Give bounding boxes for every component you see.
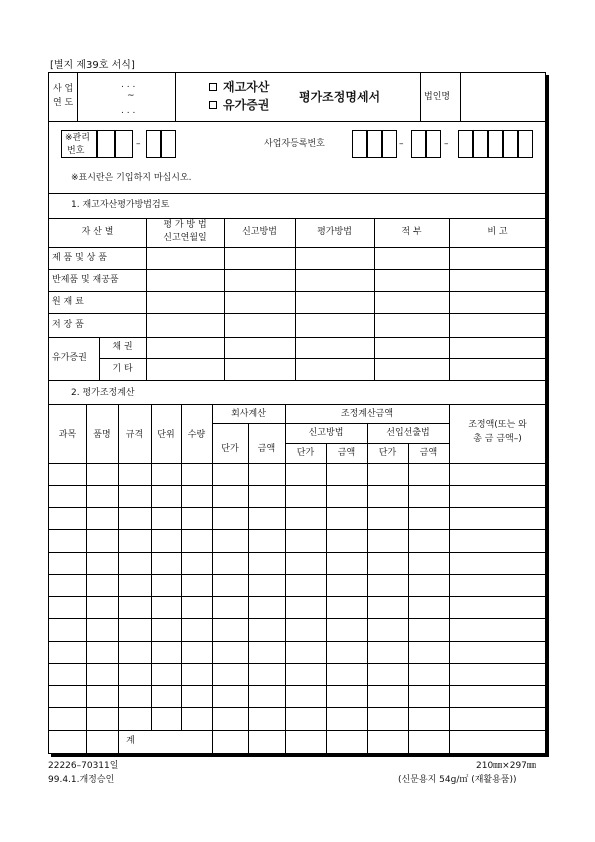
col-remarks: 비 고 (487, 227, 508, 237)
business-year-label: 사 업 (53, 84, 74, 94)
col-company-calc: 회사계산 (231, 409, 266, 419)
total-label: 계 (126, 736, 135, 746)
col-adjustment-2: 총 금 금액–) (473, 434, 522, 444)
col-company-amount: 금액 (257, 444, 276, 454)
year-tilde: ~ (127, 91, 135, 101)
mgmt-digit[interactable] (115, 130, 133, 158)
row-bonds: 채 권 (112, 342, 133, 352)
col-asset: 자 산 별 (81, 227, 114, 237)
col-qty: 수량 (187, 430, 206, 440)
col-item: 품명 (93, 430, 111, 440)
mgmt-digit[interactable] (97, 130, 115, 158)
form-number-label: [별지 제39호 서식] (50, 60, 135, 71)
corp-name-field[interactable] (461, 74, 545, 120)
year-end-field[interactable]: . . . (121, 106, 136, 116)
row-stored-goods: 저 장 품 (52, 320, 84, 330)
biz-reg-digit[interactable] (352, 130, 367, 158)
section2-title: 2. 평가조정계산 (71, 388, 135, 398)
biz-reg-digit[interactable] (518, 130, 533, 158)
dash: – (399, 139, 404, 149)
mgmt-digit[interactable] (146, 130, 161, 158)
col-reported-unit-price: 단가 (296, 448, 315, 458)
col-valuation-method: 평가방법 (317, 227, 352, 237)
biz-reg-digit[interactable] (488, 130, 503, 158)
col-account: 과목 (58, 430, 77, 440)
corp-name-label: 법인명 (424, 92, 451, 102)
col-company-unit-price: 단가 (221, 444, 239, 454)
biz-reg-digit[interactable] (382, 130, 397, 158)
col-method: 평 가 방 법 (163, 220, 207, 230)
dash: – (136, 139, 141, 149)
col-reported-method: 신고방법 (242, 227, 277, 237)
col-reported-method: 신고방법 (308, 428, 344, 438)
form-title: 평가조정명세서 (299, 90, 381, 104)
row-semi-products: 반제품 및 재공품 (52, 275, 119, 285)
paper-size: 210㎜×297㎜ (476, 761, 536, 771)
col-spec: 규격 (125, 430, 144, 440)
biz-reg-digit[interactable] (367, 130, 382, 158)
paper-type: (신문용지 54g/㎡ (재활용품)) (398, 775, 517, 785)
col-fifo-unit-price: 단가 (378, 448, 397, 458)
mgmt-number-label: ※관리 (65, 133, 90, 143)
mgmt-digit[interactable] (161, 130, 176, 158)
form-frame (48, 72, 546, 754)
col-adjust-amount: 조정계산금액 (340, 409, 394, 419)
col-unit: 단위 (157, 430, 175, 440)
row-other: 기 타 (112, 364, 133, 374)
biz-reg-digit[interactable] (473, 130, 488, 158)
option-securities-label: 유가증권 (223, 98, 270, 112)
inventory-checkbox[interactable] (209, 83, 217, 91)
biz-reg-digit[interactable] (503, 130, 518, 158)
dash: – (444, 139, 449, 149)
biz-reg-digit[interactable] (426, 130, 441, 158)
col-adjustment: 조정액(또는 와 (468, 420, 527, 430)
biz-reg-digit[interactable] (458, 130, 473, 158)
form-code: 22226–70311일 (48, 761, 119, 771)
col-propriety: 적 부 (401, 227, 422, 237)
col-fifo-amount: 금액 (419, 448, 438, 458)
row-products: 제 품 및 상 품 (52, 253, 107, 263)
business-year-label-2: 연 도 (53, 98, 74, 108)
section1-title: 1. 재고자산평가방법검토 (71, 200, 170, 210)
securities-checkbox[interactable] (209, 101, 217, 109)
row-securities: 유가증권 (52, 353, 87, 363)
approval-date: 99.4.1.개정승인 (48, 775, 115, 785)
biz-reg-label: 사업자등록번호 (264, 139, 325, 149)
mgmt-number-label-2: 번호 (67, 146, 85, 156)
notice-text: ※표시란은 기입하지 마십시오. (71, 173, 192, 183)
year-start-field[interactable]: . . . (121, 80, 136, 90)
col-reported-amount: 금액 (337, 448, 356, 458)
row-raw-materials: 원 재 료 (52, 297, 84, 307)
col-fifo: 선입선출법 (386, 428, 430, 438)
option-inventory-label: 재고자산 (223, 80, 270, 94)
col-method-date: 신고연월일 (163, 233, 207, 243)
biz-reg-digit[interactable] (411, 130, 426, 158)
